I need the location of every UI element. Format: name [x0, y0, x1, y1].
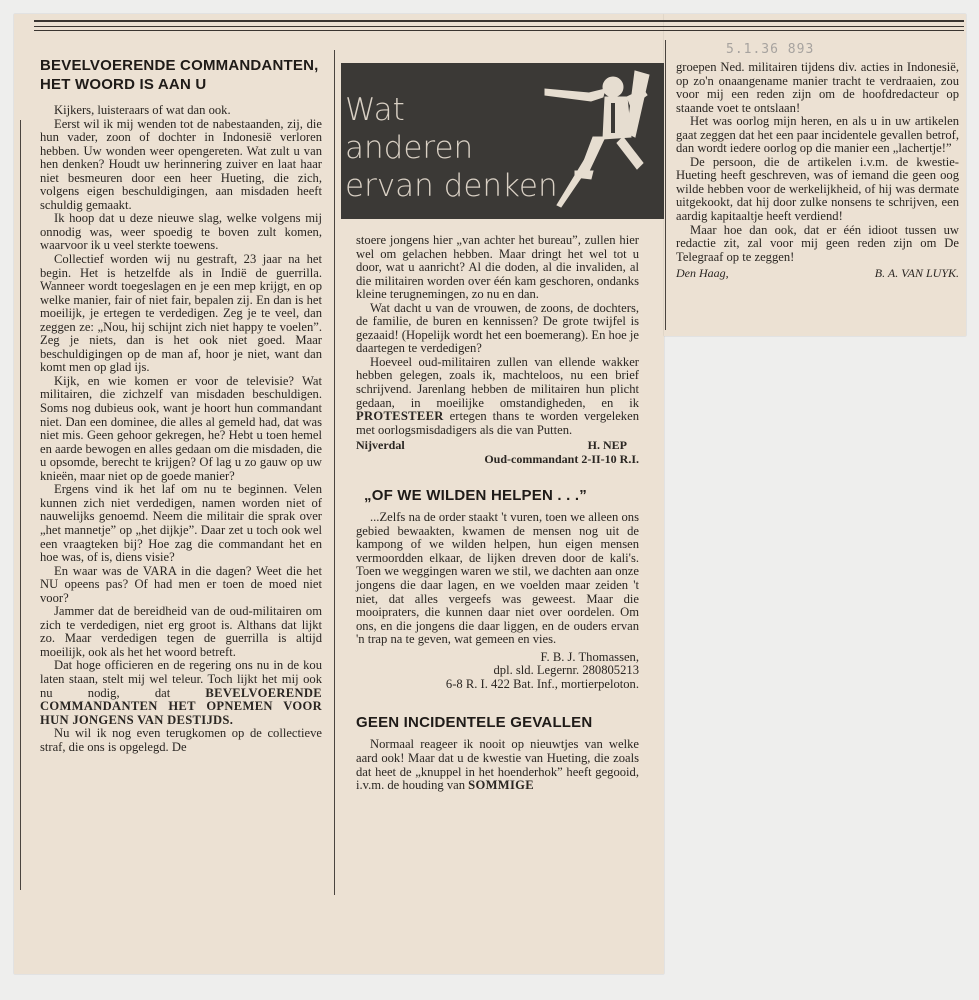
paragraph-text: ertegen thans te worden vergeleken met oorlogsmisdadigers als die van Putten. [356, 409, 639, 437]
paragraph [356, 738, 639, 792]
banner-title [345, 91, 558, 205]
signature-name: H. NEP [587, 438, 627, 453]
paragraph: Kijk, en wie komen er voor de televisie? Wat militairen, die zichzelf van misdaden beschuldigen. Soms nog dubieus ook, want je hoort hun commandant niet. Dan een dominee, die alles al gemeld had, dat was niet mis. Geen gehoor gekregen, he? Hebt u toen hemel en aarde bewogen en alles gedaan om die misdaden, die u opsomde, berecht te krijgen? Of lag u zo gauw op uw knieën, maar niet op de goede manier? [40, 373, 322, 483]
signature-line [676, 267, 959, 281]
signature-line: F. B. J. Thomassen, [540, 649, 639, 664]
paragraph: Maar hoe dan ook, dat er één idioot tussen uw redactie zit, zal voor mij geen reden zijn om De Telegraaf op te zeggen! [676, 222, 959, 264]
caps-text: SOMMIGE [468, 778, 534, 793]
caps-text: PROTESTEER [356, 409, 444, 424]
paragraph: Kijkers, luisteraars of wat dan ook. [54, 103, 231, 117]
signature-line: 6-8 R. I. 422 Bat. Inf., mortierpeloton. [445, 676, 639, 691]
pen-figure-illustration [531, 67, 651, 217]
paragraph: De persoon, die de artikelen i.v.m. de kwestie-Hueting heeft geschreven, was of iemand die geen oog wilde hebben voor de werkelijkheid, of hij was dermate uitgekookt, dat hij door zulke nonsens te schrijven, een aardig kapitaaltje heeft verdiend! [676, 154, 959, 224]
heading-line-2: HET WOORD IS AAN U [40, 76, 207, 93]
column-divider [665, 40, 666, 330]
signature-rank [356, 453, 639, 467]
letter-column-3 [676, 61, 959, 281]
heading-line-1: BEVELVOERENDE COMMANDANTEN, [40, 57, 319, 74]
archive-stamp: 5.1.36 893 [726, 42, 815, 57]
signature-name: B. A. VAN LUYK. [874, 266, 959, 281]
paragraph [356, 356, 639, 437]
signature-place: Den Haag, [676, 266, 729, 281]
paragraph: Het was oorlog mijn heren, en als u in uw artikelen gaat zeggen dat het een paar incidentele gevallen betrof, dan wordt iedere oorlog op die manier een „lachertje!” [676, 114, 959, 156]
column-divider [20, 120, 21, 890]
signature-place: Nijverdal [356, 438, 405, 453]
banner-line: Wat [345, 92, 405, 128]
caps-text: BEVELVOERENDE COMMANDANTEN HET OPNEMEN VOOR HUN JONGENS VAN DESTIJDS. [40, 685, 322, 727]
banner-line: anderen [345, 130, 474, 166]
paragraph: Eerst wil ik mij wenden tot de nabestaanden, zij, die hun vader, zoon of dochter in Indonesië verloren hebben. Uw wonden weer opengereten. Wat zult u van hen denken? Houdt uw herinnering zuiver en laat haar niet besmeuren door een heer Hueting, die zich, volgens eigen beschuldigingen, aan misdaden heeft schuldig gemaakt. [40, 116, 322, 212]
signature-block [356, 651, 639, 692]
paragraph: groepen Ned. militairen tijdens div. acties in Indonesië, op zo'n onaangename manier tracht te verdraaien, zou voor mij een reden zijn om de hoofdredacteur op staande voet te ontslaan! [676, 60, 959, 115]
letter-column-2 [356, 234, 639, 793]
paragraph: ...Zelfs na de order staakt 't vuren, toen we alleen ons gebied bewaakten, kwamen de mensen nog uit de kampong of we wilden helpen, hun eigen mensen vermoordden elkaar, de lijken dreven door de kali's. Toen we weggingen waren we stil, we dachten aan onze jongens die daar lagen, en we voelden maar zeiden 't niet, dat alles vergeefs was geweest. Maar die mooipraters, die kunnen daar niet over oordelen. Om ons, en die jongens die daar liggen, en de ouders ervan 'n trap na te geven, wat gemeen en vies. [356, 510, 639, 647]
section-banner [341, 63, 664, 219]
paragraph: Wat dacht u van de vrouwen, de zoons, de dochters, de familie, de buren en kennissen? De grote twijfel is gezaaid! (Hopelijk wordt het een boemerang). En hoe je daartegen te verdedigen? [356, 300, 639, 356]
paragraph: stoere jongens hier „van achter het bureau”, zullen hier wel om gelachen hebben. Maar dringt het wel tot u door, wat u aanricht? Al die doden, al die invaliden, al die militairen worden over één kam geschoren, ondanks kleine terugnemingen, zo nu en dan. [356, 233, 639, 302]
signature-line [356, 439, 639, 453]
paragraph [40, 659, 322, 727]
subheading: „OF WE WILDEN HELPEN . . .” [364, 487, 587, 505]
banner-line: ervan denken [345, 168, 558, 204]
letter-column-1 [40, 56, 322, 754]
paragraph: Nu wil ik nog even terugkomen op de collectieve straf, die ons is opgelegd. De [40, 726, 322, 754]
paragraph-text: Normaal reageer ik nooit op nieuwtjes van welke aard ook! Maar dat u de kwestie van Hueting, die zoals dat heet de „knuppel in het hoenderhok” heeft gegooid, i.v.m. de houding van [356, 737, 639, 793]
paragraph: En waar was de VARA in die dagen? Weet die het NU opeens pas? Of had men er toen de moed niet voor? [40, 563, 322, 605]
paragraph: Ergens vind ik het laf om nu te beginnen. Velen kunnen zich niet verdedigen, namen worden niet of nauwelijks genoemd. Neem die militair die sprak over „het mannetje” op „het dijkje”. Daar zet u toch ook wel een vraagteken bij? Hoe zag die commandant het en hoe was, of is, diens visie? [40, 482, 322, 565]
paragraph-text: Hoeveel oud-militairen zullen van ellende wakker hebben gelegen, zoals ik, machteloos, nu een brief schrijvend. Jarenlang hebben de militairen hun plicht gedaan, in moeilijke omstandigheden, en ik [356, 354, 639, 410]
column-divider [334, 50, 335, 895]
letter-heading [40, 56, 322, 94]
signature-line: dpl. sld. Legernr. 280805213 [493, 663, 639, 678]
top-rule-3 [34, 30, 964, 31]
top-rule [34, 20, 964, 22]
paragraph-text: Dat hoge officieren en de regering ons nu in de kou laten staan, stelt mij wel teleur. Toch lijkt het mij ook nu nodig, dat [40, 658, 322, 700]
paragraph: Collectief worden wij nu gestraft, 23 jaar na het begin. Het is hetzelfde als in Indië de guerrilla. Wanneer wordt toegeslagen en je een mep krijgt, en op welke manier, fair of niet fair, bepalen zij. En dan is het moeilijk, je ertegen te verdedigen. Zeg je te veel, dan zeggen ze: „Nou, hij schijnt zich niet happy te voelen”. Zeg je niets, dan is het ook niet goed. Maar beschuldigingen op de man af, hoor je niet, want dan komt men op glad ijs. [40, 252, 322, 375]
paragraph: Jammer dat de bereidheid van de oud-militairen om zich te verdedigen, niet erg groot is. Althans dat lijkt zo. Maar verdedigen tegen de guerrilla is altijd moeilijk, ook als het het woord betreft. [40, 604, 322, 659]
paragraph: Ik hoop dat u deze nieuwe slag, welke volgens mij onnodig was, weer spoedig te boven zult komen, waarvoor ik u veel sterkte toewens. [40, 211, 322, 253]
subheading: GEEN INCIDENTELE GEVALLEN [356, 714, 593, 732]
signature-rank-text: Oud-commandant 2-II-10 R.I. [484, 451, 639, 466]
top-rule-2 [34, 26, 964, 27]
